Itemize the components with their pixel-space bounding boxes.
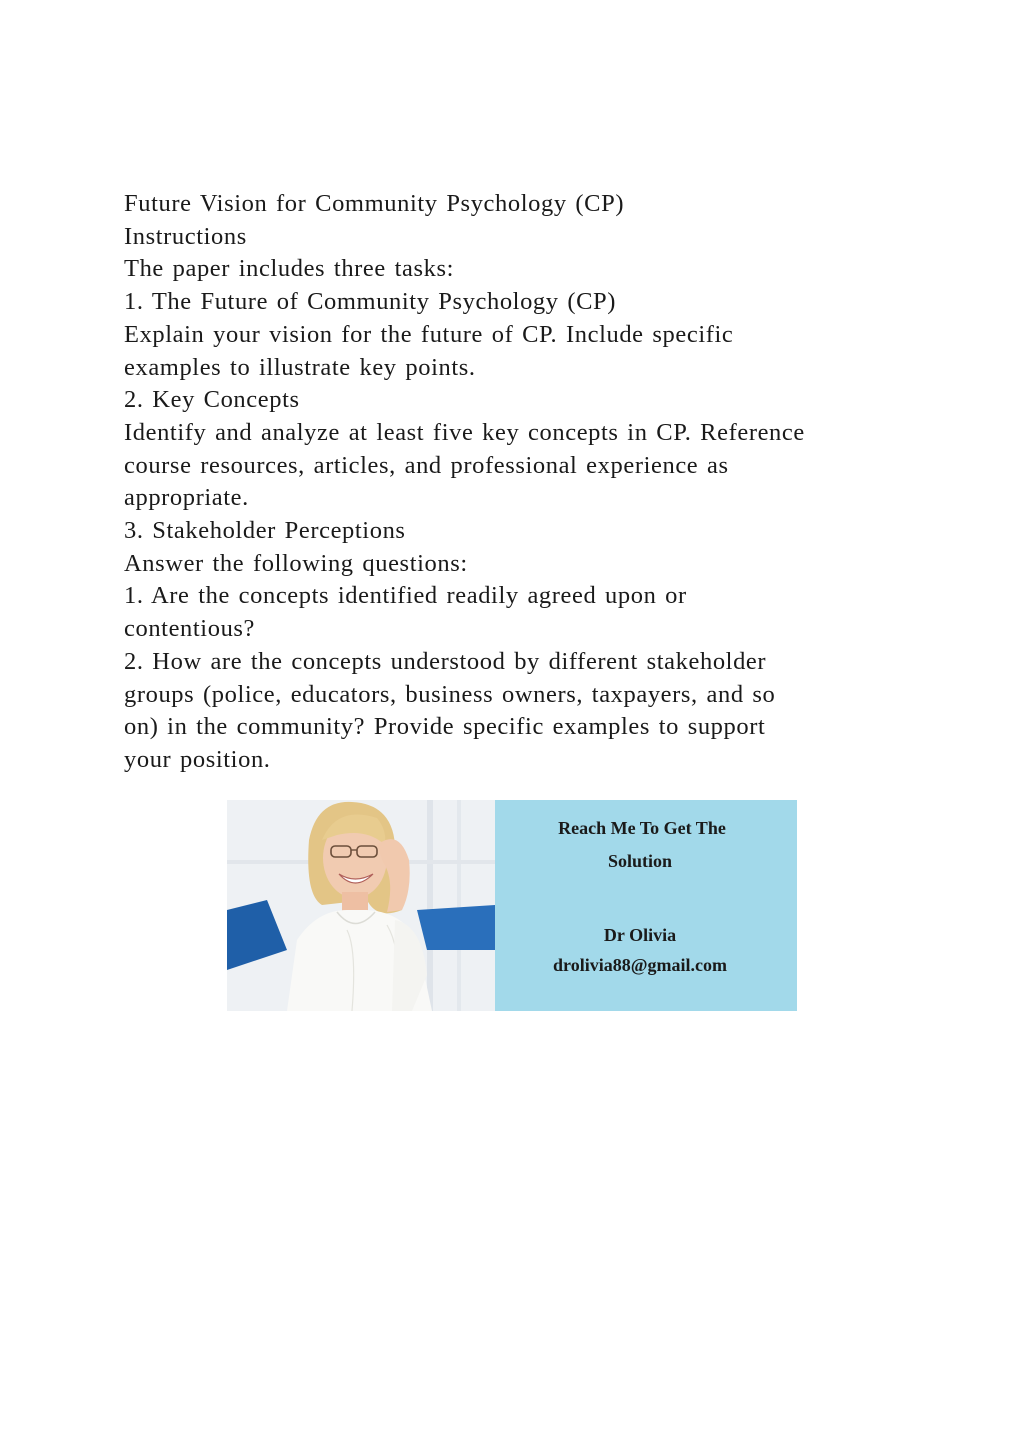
- contact-banner: [227, 800, 797, 1011]
- paragraph-line: The paper includes three tasks:: [124, 255, 455, 283]
- contact-name: Dr Olivia: [603, 925, 677, 945]
- cta-text-line-1: Reach Me To Get The: [558, 818, 726, 838]
- document-title: Future Vision for Community Psychology (CP): [124, 190, 625, 217]
- cta-text-line-2: Solution: [607, 851, 673, 871]
- paragraph-line: appropriate.: [124, 484, 249, 512]
- question-1: 1. Are the concepts identified readily agreed upon or: [124, 582, 687, 610]
- task-2-heading: 2. Key Concepts: [124, 386, 300, 414]
- document-body: [124, 188, 914, 777]
- paragraph-line: on) in the community? Provide specific examples to support: [124, 713, 766, 741]
- paragraph-line: Explain your vision for the future of CP. Include specific: [124, 320, 734, 348]
- portrait-illustration: [227, 800, 495, 1011]
- paragraph-line: groups (police, educators, business owners, taxpayers, and so: [124, 680, 776, 708]
- paragraph-line: examples to illustrate key points.: [124, 353, 476, 381]
- paragraph-line: Identify and analyze at least five key concepts in CP. Reference: [124, 418, 805, 446]
- paragraph-line: course resources, articles, and professional experience as: [124, 451, 729, 479]
- task-3-heading: 3. Stakeholder Perceptions: [124, 517, 406, 545]
- portrait-photo: [227, 800, 495, 1011]
- contact-email[interactable]: drolivia88@gmail.com: [553, 955, 727, 975]
- paragraph-line: contentious?: [124, 615, 256, 643]
- question-2: 2. How are the concepts understood by different stakeholder: [124, 647, 767, 675]
- contact-panel: [495, 800, 797, 1011]
- paragraph-line: your position.: [124, 745, 271, 773]
- paragraph-line: Answer the following questions:: [124, 549, 468, 577]
- instructions-heading: Instructions: [124, 222, 247, 250]
- task-1-heading: 1. The Future of Community Psychology (CP): [124, 288, 617, 316]
